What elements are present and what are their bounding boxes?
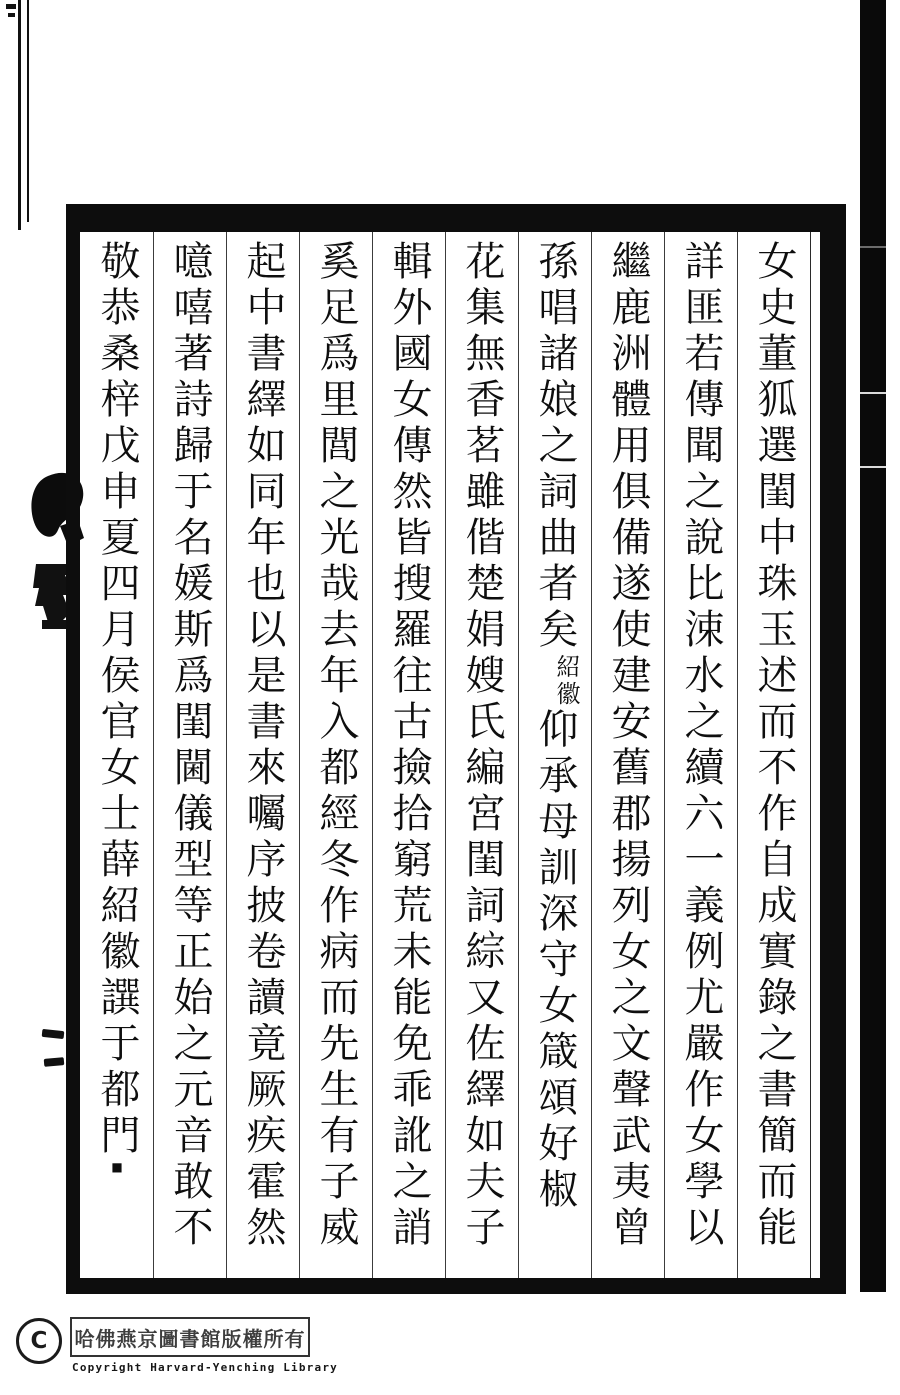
column-4-main-end: 仰承母訓深守女箴頌好椒 <box>532 708 578 1214</box>
right-binding-bar <box>860 0 886 1292</box>
top-left-mark <box>8 13 15 17</box>
library-stamp-chinese: 哈佛燕京圖書館版權所有 <box>74 1326 306 1351</box>
column-4-main-start: 孫唱諸娘之詞曲者矣 <box>532 240 578 654</box>
text-column-10 <box>80 240 153 1275</box>
text-column-3: 繼鹿洲體用俱備遂使建安舊郡揚列女之文聲武夷曾 <box>605 240 651 1252</box>
text-column-8: 起中書繹如同年也以是書來囑序披卷讀竟厥疾霍然 <box>240 240 286 1252</box>
text-column-6: 輯外國女傳然皆搜羅往古撿拾窮荒未能免乖訛之誚 <box>386 240 432 1252</box>
bar-gap <box>860 466 886 468</box>
bar-gap <box>860 392 886 394</box>
column-separator <box>810 232 811 1278</box>
bar-gap <box>860 246 886 248</box>
text-column-9: 噫嘻著詩歸于名媛斯爲閨閫儀型等正始之元音敢不 <box>167 240 213 1252</box>
spine-mark <box>42 1029 65 1039</box>
top-left-rule <box>18 0 21 230</box>
column-4-small-annotation: 紹徽 <box>552 654 580 708</box>
text-column-2: 詳匪若傳聞之說比涑水之續六一義例尤嚴作女學以 <box>678 240 724 1252</box>
text-column-5: 花集無香茗雖偕楚娟嫂氏編宮閨詞綜又佐繹如夫子 <box>459 240 505 1252</box>
text-column-7: 奚足爲里閭之光哉去年入都經冬作病而先生有子威 <box>313 240 359 1252</box>
top-left-mark <box>6 4 16 9</box>
top-left-rule <box>27 0 29 222</box>
library-stamp-box <box>70 1317 310 1357</box>
column-10-main: 敬恭桑梓戊申夏四月侯官女士薛紹徽譔于都門 <box>94 240 140 1160</box>
spine-mark <box>44 1057 65 1067</box>
library-stamp-english: Copyright Harvard-Yenching Library <box>72 1361 338 1374</box>
text-column-4 <box>518 240 591 1275</box>
text-column-1: 女史董狐選閨中珠玉述而不作自成實錄之書簡而能 <box>751 240 797 1252</box>
copyright-symbol-icon: C <box>16 1318 62 1364</box>
end-dot-mark: ■ <box>110 1160 124 1174</box>
